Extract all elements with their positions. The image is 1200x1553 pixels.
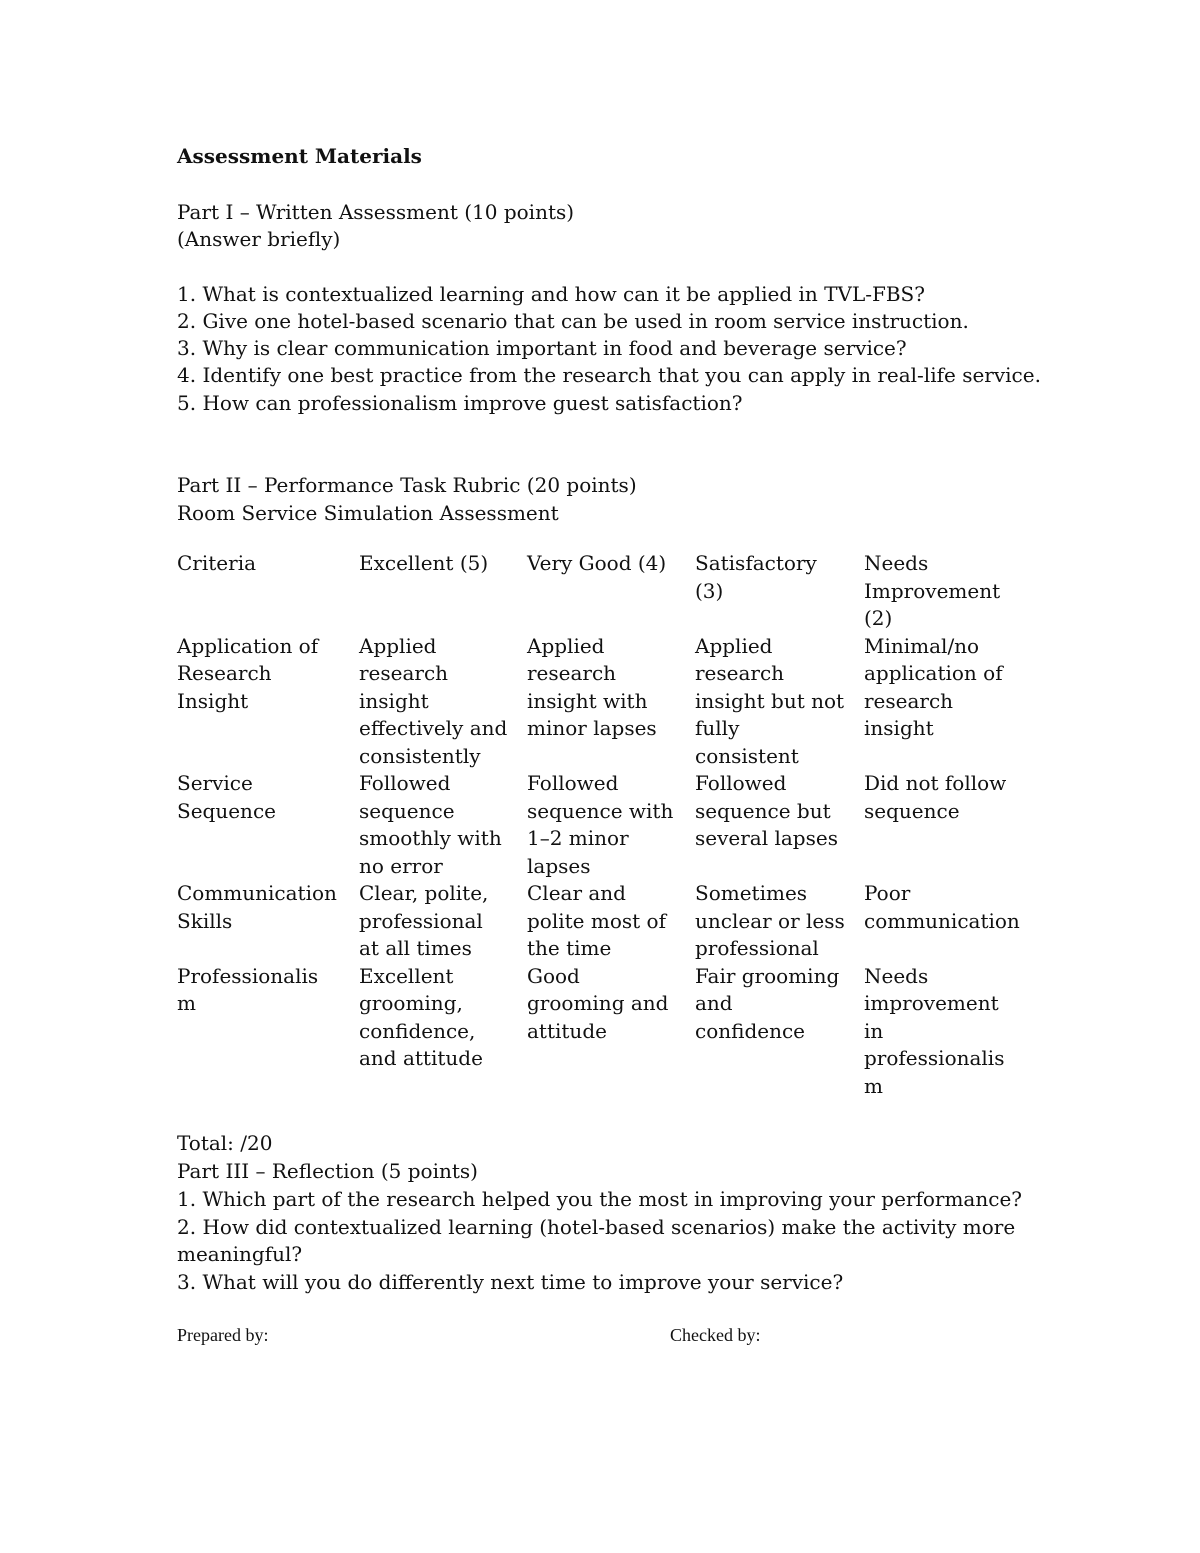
rubric-row [177, 963, 1024, 1101]
part1-question: 5. How can professionalism improve guest satisfaction? [177, 391, 743, 415]
rubric-header-cell: Very Good (4) [527, 551, 667, 575]
rubric-criteria-cell: Communication Skills [177, 881, 337, 933]
part1-question: 4. Identify one best practice from the research that you can apply in real-life service. [177, 363, 1041, 387]
part3-heading: Part III – Reflection (5 points) [177, 1159, 478, 1183]
rubric-criteria-cell: Professionalis m [177, 963, 319, 1015]
part1-heading: Part I – Written Assessment (10 points) [177, 200, 575, 224]
rubric-cell: Poor communication [864, 881, 1020, 933]
rubric-cell: Applied research insight but not fully consistent [695, 633, 845, 768]
part1-instruction: (Answer briefly) [177, 227, 341, 251]
rubric-row [177, 880, 1024, 963]
rubric-cell: Applied research insight with minor lapses [527, 633, 657, 740]
rubric-cell: Applied research insight effectively and consistently [359, 633, 508, 768]
part3-question: 1. Which part of the research helped you the most in improving your performance? [177, 1187, 1022, 1211]
rubric-header-cell: Needs Improvement (2) [864, 551, 1001, 630]
rubric-cell: Sometimes unclear or less professional [695, 881, 845, 960]
rubric-header-cell: Excellent (5) [359, 551, 489, 575]
part1-question: 3. Why is clear communication important in food and beverage service? [177, 336, 907, 360]
rubric-criteria-cell: Application of Research Insight [177, 633, 319, 713]
rubric-cell: Minimal/no application of research insight [864, 633, 1003, 740]
rubric-table [177, 550, 1024, 1100]
rubric-header-row [177, 550, 1024, 633]
rubric-cell: Needs improvement in professionalis m [864, 963, 1005, 1098]
document-title: Assessment Materials [177, 144, 422, 168]
rubric-cell: Excellent grooming, confidence, and attitude [359, 963, 483, 1070]
rubric-total: Total: /20 [177, 1131, 273, 1155]
rubric-cell: Followed sequence smoothly with no error [359, 771, 502, 878]
rubric-cell: Clear, polite, professional at all times [359, 881, 489, 960]
part1-question: 2. Give one hotel-based scenario that can be used in room service instruction. [177, 309, 969, 333]
part1-question: 1. What is contextualized learning and how can it be applied in TVL-FBS? [177, 282, 925, 306]
rubric-header-cell: Criteria [177, 551, 257, 575]
rubric-cell: Followed sequence but several lapses [695, 771, 838, 850]
rubric-row [177, 770, 1024, 880]
rubric-row [177, 633, 1024, 771]
checked-by-label: Checked by: [670, 1325, 761, 1345]
part3-question: 3. What will you do differently next time to improve your service? [177, 1270, 844, 1294]
part2-heading: Part II – Performance Task Rubric (20 points) [177, 473, 637, 497]
rubric-cell: Fair grooming and confidence [695, 963, 840, 1043]
rubric-cell: Followed sequence with 1–2 minor lapses [527, 771, 674, 878]
part3-question: 2. How did contextualized learning (hotel-based scenarios) make the activity more [177, 1215, 1016, 1239]
rubric-criteria-cell: Service Sequence [177, 771, 276, 823]
part3-question-continuation: meaningful? [177, 1242, 303, 1266]
part2-subheading: Room Service Simulation Assessment [177, 501, 559, 525]
rubric-cell: Did not follow sequence [864, 771, 1007, 823]
rubric-header-cell: Satisfactory (3) [695, 551, 817, 603]
rubric-cell: Clear and polite most of the time [527, 881, 666, 960]
prepared-by-label: Prepared by: [177, 1325, 269, 1345]
rubric-cell: Good grooming and attitude [527, 963, 669, 1043]
